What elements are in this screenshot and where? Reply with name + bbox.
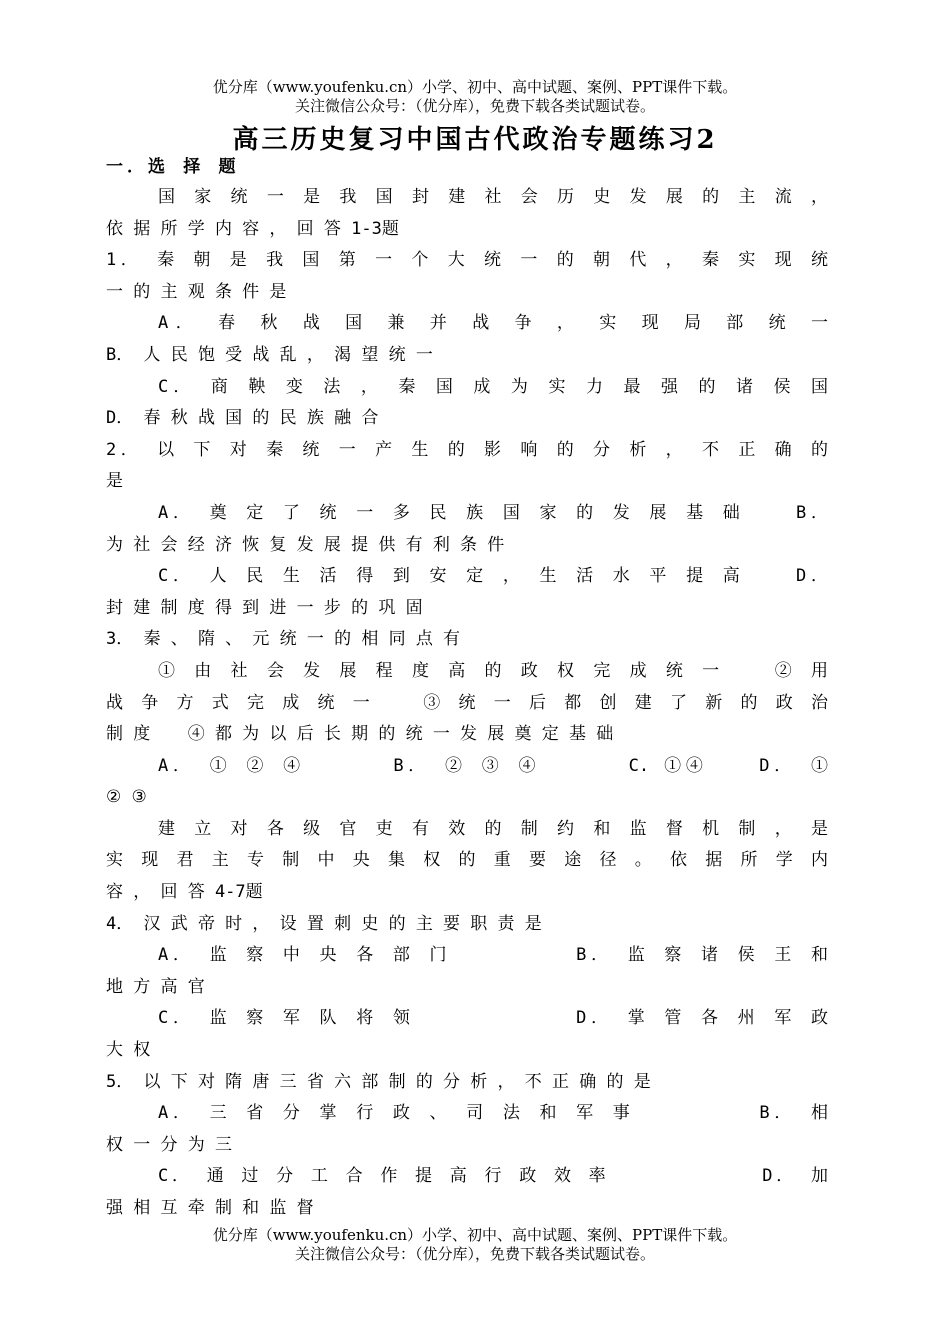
option-line: 强 相 互 牵 制 和 监 督: [106, 1198, 314, 1218]
option-line: 封 建 制 度 得 到 进 一 步 的 巩 固: [106, 597, 423, 618]
option-line: A． 监 察 中 央 各 部 门 B． 监 察 诸 侯 王 和: [158, 945, 828, 966]
option-line: 为 社 会 经 济 恢 复 发 展 提 供 有 利 条 件: [106, 534, 505, 555]
question-line: 是: [106, 471, 123, 492]
question-line: 3． 秦 、 隋 、 元 统 一 的 相 同 点 有: [106, 629, 461, 650]
page-title: 高三历史复习中国古代政治专题练习2: [232, 125, 718, 155]
option-line: A． 春 秋 战 国 兼 并 战 争 ， 实 现 局 部 统 一: [158, 313, 828, 334]
option-line: C． 通 过 分 工 合 作 提 高 行 政 效 率 D． 加: [158, 1166, 828, 1187]
option-line: 权 一 分 为 三: [106, 1134, 232, 1155]
option-line: A． 三 省 分 掌 行 政 、 司 法 和 军 事 B． 相: [158, 1103, 828, 1124]
intro-line: 容 ， 回 答 4-7题: [106, 882, 263, 903]
option-line: D． 春 秋 战 国 的 民 族 融 合: [106, 408, 379, 429]
intro-line: 依 据 所 学 内 容 ， 回 答 1-3题: [106, 218, 399, 239]
question-line: 4． 汉 武 帝 时 ， 设 置 刺 史 的 主 要 职 责 是: [106, 913, 542, 934]
question-line: 一 的 主 观 条 件 是: [106, 281, 287, 302]
header-line-1: 优分库（www.youfenku.cn）小学、初中、高中试题、案例、PPT课件下载。: [212, 78, 738, 96]
footer-line-1: 优分库（www.youfenku.cn）小学、初中、高中试题、案例、PPT课件下载。: [212, 1226, 738, 1244]
header-line-2: 关注微信公众号：（优分库），免费下载各类试题试卷。: [294, 97, 655, 115]
intro-line: 国 家 统 一 是 我 国 封 建 社 会 历 史 发 展 的 主 流 ，: [158, 187, 828, 207]
question-line: 5． 以 下 对 隋 唐 三 省 六 部 制 的 分 析 ， 不 正 确 的 是: [106, 1071, 651, 1092]
intro-line: 建 立 对 各 级 官 吏 有 效 的 制 约 和 监 督 机 制 ， 是: [158, 818, 828, 839]
option-line: 大 权: [106, 1040, 151, 1061]
option-line: 制 度 ④ 都 为 以 后 长 期 的 统 一 发 展 奠 定 基 础: [106, 724, 614, 745]
footer-banner: [0, 1226, 950, 1264]
header-banner: [0, 78, 950, 116]
option-line: ② ③: [106, 787, 147, 808]
question-line: 2． 以 下 对 秦 统 一 产 生 的 影 响 的 分 析 ， 不 正 确 的: [106, 439, 828, 460]
option-line: C． 人 民 生 活 得 到 安 定 ， 生 活 水 平 提 高 D．: [158, 566, 828, 587]
option-line: 地 方 高 官: [106, 976, 205, 997]
document-body: [106, 152, 828, 1225]
option-line: A． ① ② ④ B． ② ③ ④ C. ①④ D． ①: [158, 755, 828, 776]
option-line: 战 争 方 式 完 成 统 一 ③ 统 一 后 都 创 建 了 新 的 政 治: [106, 692, 828, 713]
intro-line: 实 现 君 主 专 制 中 央 集 权 的 重 要 途 径 。 依 据 所 学 内: [106, 850, 828, 871]
question-line: 1． 秦 朝 是 我 国 第 一 个 大 统 一 的 朝 代 ， 秦 实 现 统: [106, 250, 828, 271]
section-heading: 一．选 择 题: [106, 157, 240, 177]
option-line: ① 由 社 会 发 展 程 度 高 的 政 权 完 成 统 一 ② 用: [158, 660, 828, 681]
footer-line-2: 关注微信公众号：（优分库），免费下载各类试题试卷。: [294, 1245, 655, 1263]
option-line: C． 监 察 军 队 将 领 D． 掌 管 各 州 军 政: [158, 1008, 828, 1029]
option-line: C． 商 鞅 变 法 ， 秦 国 成 为 实 力 最 强 的 诸 侯 国: [158, 376, 828, 397]
option-line: B． 人 民 饱 受 战 乱 ， 渴 望 统 一: [106, 344, 433, 365]
option-line: A． 奠 定 了 统 一 多 民 族 国 家 的 发 展 基 础 B．: [158, 502, 828, 523]
